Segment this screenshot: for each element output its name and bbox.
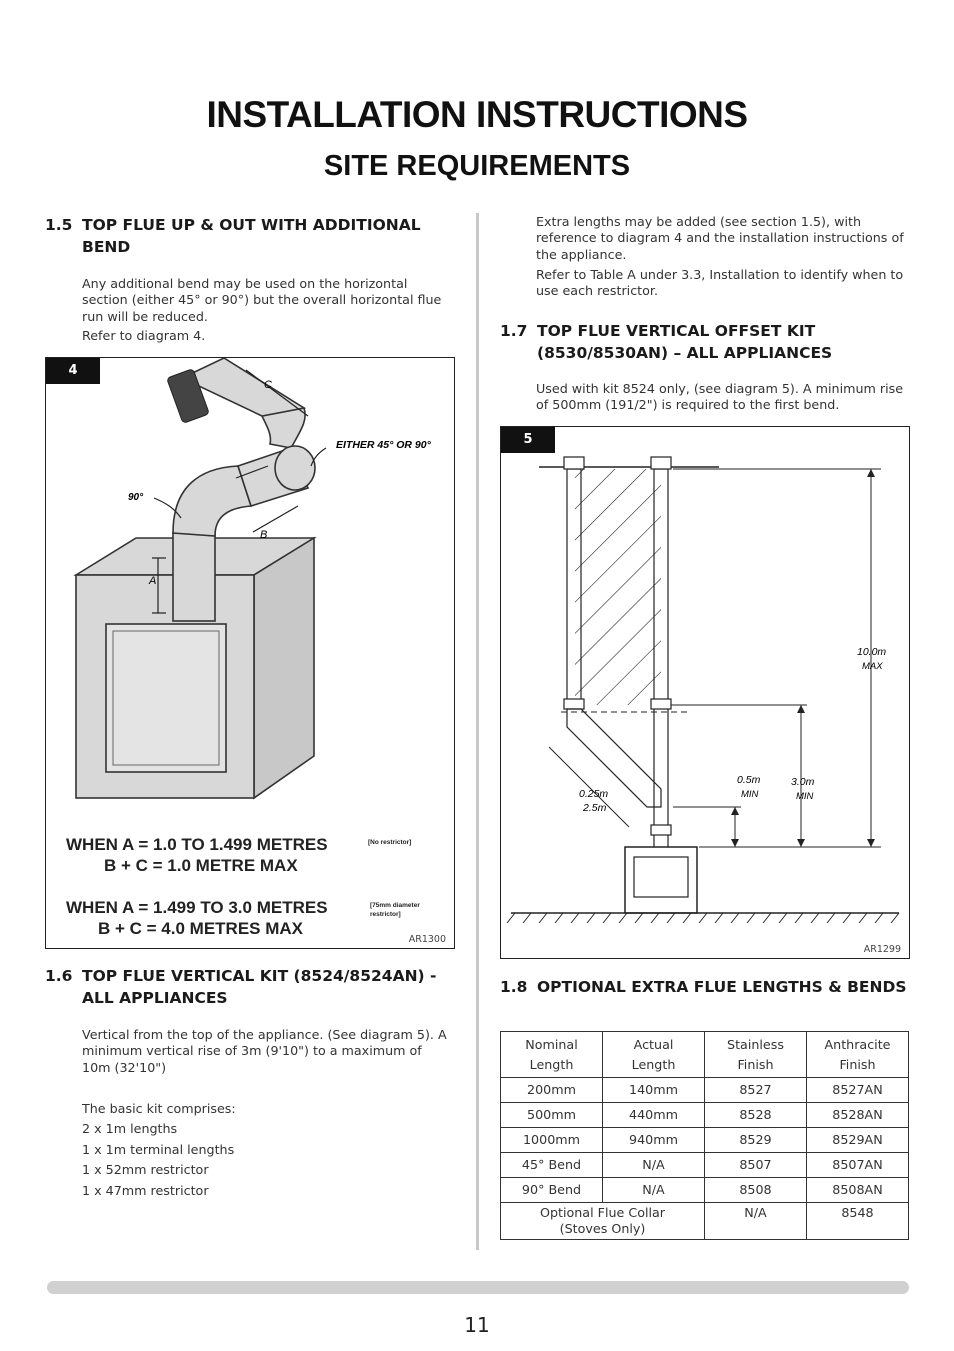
table-cell: 8548	[807, 1203, 909, 1240]
kit-intro: The basic kit comprises:	[82, 1101, 236, 1116]
kit-item: 2 x 1m lengths	[82, 1121, 178, 1136]
table-row	[501, 1203, 909, 1240]
rule-2-line-2: B + C = 4.0 METRES MAX	[98, 919, 303, 938]
table-cell: 140mm	[603, 1078, 705, 1103]
section-1-5-reference: Refer to diagram 4.	[82, 328, 206, 343]
rule-1-line-2: B + C = 1.0 METRE MAX	[104, 856, 298, 875]
label-c: C	[264, 379, 272, 391]
table-cell: N/A	[603, 1178, 705, 1203]
section-number: 1.6	[45, 967, 73, 985]
column-divider	[476, 213, 479, 1250]
diagram-number: 5	[501, 427, 555, 453]
table-cell: 8507	[705, 1153, 807, 1178]
table-cell: 45° Bend	[501, 1153, 603, 1178]
diagram-reference: AR1300	[408, 934, 446, 945]
table-cell: Optional Flue Collar (Stoves Only)	[501, 1203, 705, 1240]
flue-joint-lower	[651, 825, 671, 835]
table-cell: 8529AN	[807, 1128, 909, 1153]
section-1-7-heading	[500, 320, 909, 364]
appliance-window	[634, 857, 688, 897]
page-subtitle: SITE REQUIREMENTS	[323, 150, 631, 182]
section-1-6-heading	[45, 965, 455, 1009]
flue-lengths-table	[500, 1031, 909, 1240]
section-1-7-paragraph: Used with kit 8524 only, (see diagram 5). A minimum rise of 500mm (191/2") is required to the first bend.	[536, 381, 904, 413]
table-row	[501, 1128, 909, 1153]
label-b: B	[260, 529, 268, 541]
flue-terminal-offset	[564, 457, 584, 469]
section-title: TOP FLUE VERTICAL OFFSET KIT (8530/8530AN) – ALL APPLIANCES	[537, 322, 833, 362]
flue-terminal-straight	[651, 457, 671, 469]
table-cell: 8527AN	[807, 1078, 909, 1103]
table-row	[501, 1078, 909, 1103]
diagram-4-drawing	[46, 358, 454, 948]
table-cell: 8507AN	[807, 1153, 909, 1178]
rule-1-note: [No restrictor]	[368, 839, 412, 846]
flue-joint-straight	[651, 699, 671, 709]
section-title: TOP FLUE UP & OUT WITH ADDITIONAL BEND	[82, 216, 421, 256]
section-number: 1.8	[500, 978, 528, 996]
footer-bar	[47, 1281, 909, 1294]
section-1-8-heading	[500, 976, 909, 998]
page-title: INSTALLATION INSTRUCTIONS	[206, 94, 748, 135]
section-1-6-continued: Extra lengths may be added (see section 1.5), with reference to diagram 4 and the installation instructions of the appliance.	[536, 214, 904, 262]
table-row	[501, 1103, 909, 1128]
label-max: MAX	[862, 661, 883, 672]
offset-zone-rect	[575, 469, 661, 705]
table-cell: 440mm	[603, 1103, 705, 1128]
table-cell: 8529	[705, 1128, 807, 1153]
table-cell: 8508AN	[807, 1178, 909, 1203]
appliance-window	[106, 624, 226, 772]
label-angle: EITHER 45° OR 90°	[336, 439, 431, 451]
column-header: Anthracite Finish	[807, 1032, 909, 1078]
table-cell: 90° Bend	[501, 1178, 603, 1203]
label-a: A	[149, 575, 157, 587]
table-row	[501, 1153, 909, 1178]
label-05m: 0.5m	[737, 774, 761, 786]
column-header: Stainless Finish	[705, 1032, 807, 1078]
rule-2-note-2: restrictor]	[370, 911, 401, 918]
diagram-5	[500, 426, 910, 959]
section-1-6-paragraph: Vertical from the top of the appliance. (See diagram 5). A minimum vertical rise of 3m (9'10") to a maximum of 10m (32'10")	[82, 1027, 447, 1075]
rule-2-note-1: [75mm diameter	[370, 902, 420, 909]
table-cell: 8508	[705, 1178, 807, 1203]
table-cell: 8528AN	[807, 1103, 909, 1128]
label-10m: 10.0m	[857, 646, 887, 658]
diagram-4	[45, 357, 455, 949]
section-1-6-table-reference: Refer to Table A under 3.3, Installation to identify when to use each restrictor.	[536, 267, 904, 299]
table-cell: 200mm	[501, 1078, 603, 1103]
floor-hatch	[507, 913, 899, 923]
label-offset-1: 0.25m	[579, 788, 609, 800]
table-cell: N/A	[603, 1153, 705, 1178]
section-1-5-paragraph: Any additional bend may be used on the horizontal section (either 45° or 90°) but the overall horizontal flue run will be reduced.	[82, 276, 442, 324]
label-90: 90°	[128, 492, 144, 503]
appliance-side	[254, 538, 314, 798]
label-3m: 3.0m	[791, 776, 815, 788]
kit-item: 1 x 52mm restrictor	[82, 1162, 209, 1177]
diagram-5-drawing	[501, 427, 909, 958]
kit-item: 1 x 1m terminal lengths	[82, 1142, 235, 1157]
flue-vertical	[173, 533, 215, 621]
table-cell: 1000mm	[501, 1128, 603, 1153]
section-number: 1.7	[500, 322, 528, 340]
table-cell: N/A	[705, 1203, 807, 1240]
rule-2-line-1: WHEN A = 1.499 TO 3.0 METRES	[66, 898, 328, 917]
flue-joint-offset	[564, 699, 584, 709]
table-cell: 940mm	[603, 1128, 705, 1153]
label-offset-2: 2.5m	[583, 802, 607, 814]
label-3m-min: MIN	[796, 791, 814, 802]
diagram-reference: AR1299	[863, 944, 901, 955]
section-title: TOP FLUE VERTICAL KIT (8524/8524AN) - ALL APPLIANCES	[82, 967, 437, 1007]
label-05m-min: MIN	[741, 789, 759, 800]
diagram-number: 4	[46, 358, 100, 384]
dimension-offset	[549, 747, 629, 827]
table-cell: 500mm	[501, 1103, 603, 1128]
rule-1-line-1: WHEN A = 1.0 TO 1.499 METRES	[66, 835, 328, 854]
table-cell: 8527	[705, 1078, 807, 1103]
table-cell: 8528	[705, 1103, 807, 1128]
flue-joint	[275, 446, 315, 490]
table-header-row	[501, 1032, 909, 1078]
section-number: 1.5	[45, 216, 73, 234]
page-number: 11	[464, 1313, 490, 1337]
kit-item: 1 x 47mm restrictor	[82, 1183, 209, 1198]
column-header: Actual Length	[603, 1032, 705, 1078]
column-header: Nominal Length	[501, 1032, 603, 1078]
table-row	[501, 1178, 909, 1203]
section-1-5-heading	[45, 214, 455, 258]
section-title: OPTIONAL EXTRA FLUE LENGTHS & BENDS	[537, 978, 907, 996]
